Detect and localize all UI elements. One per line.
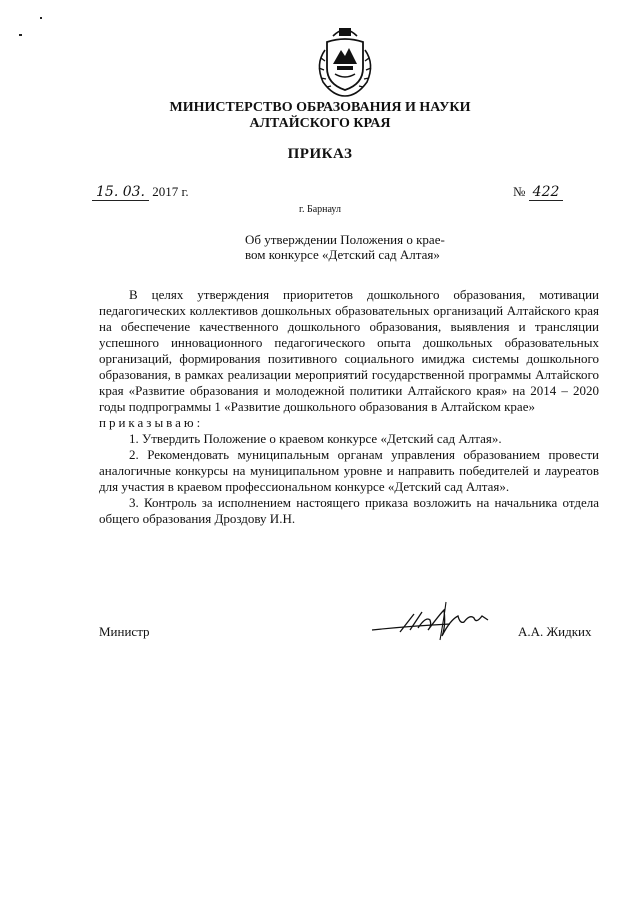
signatory-position: Министр: [99, 624, 150, 639]
ministry-header: [0, 100, 640, 132]
city-label: г. Барнаул: [299, 204, 341, 215]
scan-speck: [40, 17, 42, 19]
date-year: 2017 г.: [152, 184, 189, 199]
handwritten-signature: [370, 596, 510, 644]
order-item-1: 1. Утвердить Положение о краевом конкурсе «Детский сад Алтая».: [129, 431, 502, 446]
date-handwritten: 15. 03.: [92, 184, 149, 201]
order-directive: приказываю:: [99, 415, 204, 430]
order-subject: [245, 232, 485, 262]
number-handwritten: 422: [529, 184, 564, 201]
order-item-2: 2. Рекомендовать муниципальным органам управления образованием провести аналогичные конкурсы на муниципальном уровне и направить победителей и лауреатов для участия в краевом профессиональном конкурсе «Детский сад Алтая».: [99, 447, 599, 494]
scan-speck: [19, 34, 22, 36]
ministry-line-1: МИНИСТЕРСТВО ОБРАЗОВАНИЯ И НАУКИ: [169, 100, 471, 115]
subject-line-2: вом конкурсе «Детский сад Алтая»: [245, 247, 440, 262]
document-type: ПРИКАЗ: [287, 146, 353, 162]
preamble-paragraph: В целях утверждения приоритетов дошкольного образования, мотивации педагогических коллективов дошкольных образовательных организаций Алтайского края на обеспечение качественного дошкольного образования, выявления и трансляции успешного инновационного педагогического опыта дошкольных образовательных организаций, формирования позитивного социального имиджа системы дошкольного образования, в рамках реализации мероприятий государственной программы Алтайского края «Развитие образования и молодежной политики Алтайского края» на 2014 – 2020 годы подпрограммы 1 «Развитие дошкольного образования в Алтайском крае»: [99, 287, 599, 414]
order-body: [99, 287, 599, 527]
coat-of-arms-icon: [311, 20, 379, 100]
number-prefix: №: [513, 184, 526, 199]
signatory-name: А.А. Жидких: [518, 624, 592, 639]
order-item-3: 3. Контроль за исполнением настоящего приказа возложить на начальника отдела общего образования Дроздову И.Н.: [99, 495, 599, 526]
order-number: [513, 184, 563, 201]
ministry-line-2: АЛТАЙСКОГО КРАЯ: [249, 116, 391, 131]
order-date: [92, 184, 189, 201]
subject-line-1: Об утверждении Положения о крае-: [245, 232, 445, 247]
